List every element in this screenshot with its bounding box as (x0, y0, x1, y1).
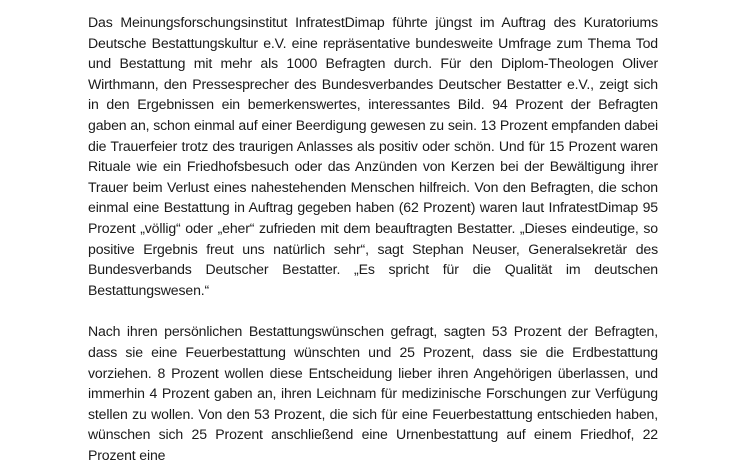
body-paragraph-2: Nach ihren persönlichen Bestattungswünschen gefragt, sagten 53 Prozent der Befragten, dass sie eine Feuerbestattung wünschten und 25 Prozent, dass sie die Erdbestattung vorziehen. 8 Prozent wollen diese Entscheidung lieber ihren Angehörigen überlassen, und immerhin 4 Prozent gaben an, ihren Leichnam für medizinische Forschungen zur Verfügung stellen zu wollen. Von den 53 Prozent, die sich für eine Feuerbestattung entschieden haben, wünschen sich 25 Prozent anschließend eine Urnenbestattung auf einem Friedhof, 22 Prozent eine (88, 323, 658, 463)
body-paragraph-1: Das Meinungsforschungsinstitut InfratestDimap führte jüngst im Auftrag des Kuratoriums Deutsche Bestattungskultur e.V. eine repräsentative bundesweite Umfrage zum Thema Tod und Bestattung mit mehr als 1000 Befragten durch. Für den Diplom-Theologen Oliver Wirthmann, den Pressesprecher des Bundesverbandes Deutscher Bestatter e.V., zeigt sich in den Ergebnissen ein bemerkenswertes, interessantes Bild. 94 Prozent der Befragten gaben an, schon einmal auf einer Beerdigung gewesen zu sein. 13 Prozent empfanden dabei die Trauerfeier trotz des traurigen Anlasses als positiv oder schön. Und für 15 Prozent waren Rituale wie ein Friedhofsbesuch oder das Anzünden von Kerzen bei der Bewältigung ihrer Trauer beim Verlust eines nahestehenden Menschen hilfreich. Von den Befragten, die schon einmal eine Bestattung in Auftrag gegeben haben (62 Prozent) waren laut InfratestDimap 95 Prozent „völlig“ oder „eher“ zufrieden mit dem beauftragten Bestatter. „Dieses eindeutige, so positive Ergebnis freut uns natürlich sehr“, sagt Stephan Neuser, Generalsekretär des Bundesverbands Deutscher Bestatter. „Es spricht für die Qualität im deutschen Bestattungswesen.“ (88, 14, 658, 298)
document-page (88, 12, 658, 465)
